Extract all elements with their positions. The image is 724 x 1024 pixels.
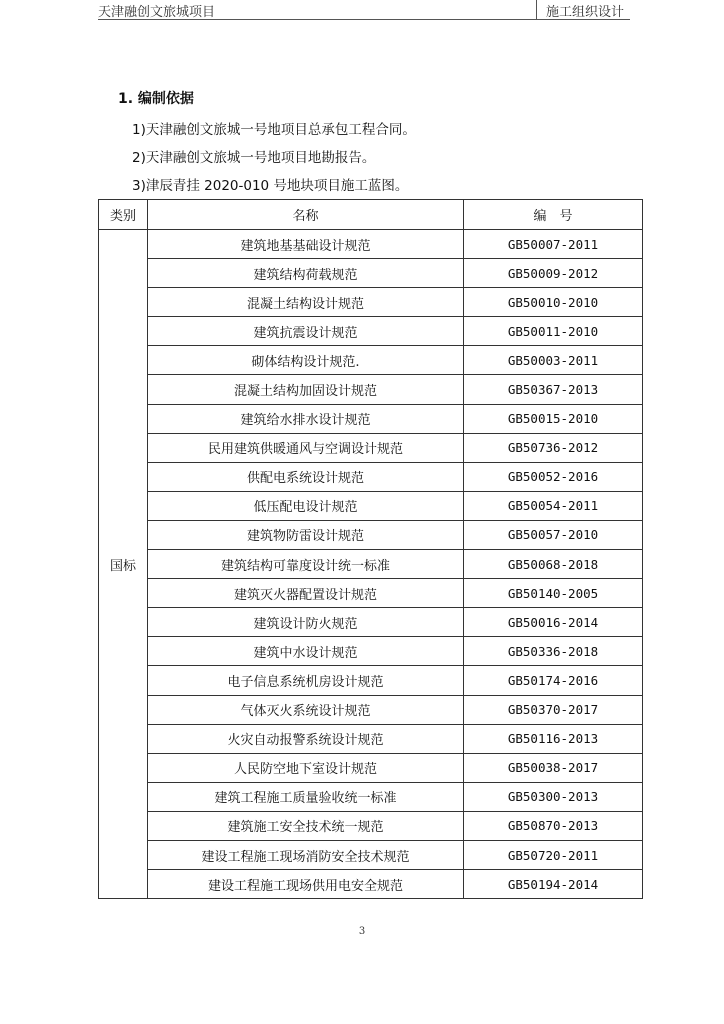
standard-name: 电子信息系统机房设计规范 <box>148 666 464 695</box>
page-number: 3 <box>358 926 366 937</box>
basis-item-1: 1)天津融创文旅城一号地项目总承包工程合同。 <box>132 122 416 138</box>
category-cell: 国标 <box>99 230 148 899</box>
basis-item-3: 3)津辰青挂 2020-010 号地块项目施工蓝图。 <box>132 178 409 194</box>
table-row <box>99 462 643 491</box>
standard-name: 建设工程施工现场消防安全技术规范 <box>148 840 464 869</box>
table-row <box>99 346 643 375</box>
table-row <box>99 230 643 259</box>
standard-code: GB50720-2011 <box>464 840 643 869</box>
standard-code: GB50870-2013 <box>464 811 643 840</box>
standard-code: GB50057-2010 <box>464 520 643 549</box>
standard-name: 建筑中水设计规范 <box>148 637 464 666</box>
table-row <box>99 288 643 317</box>
standard-name: 建筑工程施工质量验收统一标准 <box>148 782 464 811</box>
standard-name: 砌体结构设计规范. <box>148 346 464 375</box>
standard-name: 建筑给水排水设计规范 <box>148 404 464 433</box>
standard-code: GB50054-2011 <box>464 491 643 520</box>
standard-code: GB50015-2010 <box>464 404 643 433</box>
standard-name: 混凝土结构加固设计规范 <box>148 375 464 404</box>
standard-code: GB50736-2012 <box>464 433 643 462</box>
standard-code: GB50016-2014 <box>464 608 643 637</box>
table-row <box>99 404 643 433</box>
standard-code: GB50174-2016 <box>464 666 643 695</box>
standard-code: GB50052-2016 <box>464 462 643 491</box>
table-row <box>99 259 643 288</box>
standard-code: GB50140-2005 <box>464 579 643 608</box>
standard-name: 建筑施工安全技术统一规范 <box>148 811 464 840</box>
standard-code: GB50010-2010 <box>464 288 643 317</box>
table-row <box>99 637 643 666</box>
table-row <box>99 550 643 579</box>
table-row <box>99 608 643 637</box>
header-name: 名称 <box>148 200 464 230</box>
standard-code: GB50011-2010 <box>464 317 643 346</box>
standard-name: 建筑地基基础设计规范 <box>148 230 464 259</box>
table-row <box>99 666 643 695</box>
standard-name: 建筑物防雷设计规范 <box>148 520 464 549</box>
table-row <box>99 753 643 782</box>
table-row <box>99 724 643 753</box>
standard-name: 建筑抗震设计规范 <box>148 317 464 346</box>
standard-name: 供配电系统设计规范 <box>148 462 464 491</box>
table-row <box>99 433 643 462</box>
standard-code: GB50336-2018 <box>464 637 643 666</box>
standard-code: GB50300-2013 <box>464 782 643 811</box>
page-header-right: 施工组织设计 <box>545 5 624 20</box>
header-code: 编 号 <box>464 200 643 230</box>
standard-code: GB50038-2017 <box>464 753 643 782</box>
table-row <box>99 491 643 520</box>
table-row <box>99 579 643 608</box>
standard-name: 建筑设计防火规范 <box>148 608 464 637</box>
table-row <box>99 520 643 549</box>
section-title: 1. 编制依据 <box>118 91 194 107</box>
header-rule <box>98 19 630 20</box>
standard-code: GB50003-2011 <box>464 346 643 375</box>
standard-code: GB50009-2012 <box>464 259 643 288</box>
standard-name: 人民防空地下室设计规范 <box>148 753 464 782</box>
table-row <box>99 375 643 404</box>
standard-code: GB50007-2011 <box>464 230 643 259</box>
header-divider <box>536 0 537 19</box>
header-category: 类别 <box>99 200 148 230</box>
standard-name: 混凝土结构设计规范 <box>148 288 464 317</box>
table-row <box>99 840 643 869</box>
table-row <box>99 870 643 899</box>
standard-name: 建筑结构荷载规范 <box>148 259 464 288</box>
standard-name: 建设工程施工现场供用电安全规范 <box>148 870 464 899</box>
standard-code: GB50116-2013 <box>464 724 643 753</box>
page-header-left: 天津融创文旅城项目 <box>98 5 216 20</box>
table-header-row <box>99 200 643 230</box>
table-row <box>99 782 643 811</box>
basis-item-2: 2)天津融创文旅城一号地项目地勘报告。 <box>132 150 376 166</box>
standards-table <box>98 199 643 899</box>
standard-code: GB50068-2018 <box>464 550 643 579</box>
table-row <box>99 317 643 346</box>
standard-name: 建筑灭火器配置设计规范 <box>148 579 464 608</box>
standard-name: 低压配电设计规范 <box>148 491 464 520</box>
table-row <box>99 695 643 724</box>
standard-name: 气体灭火系统设计规范 <box>148 695 464 724</box>
standard-code: GB50194-2014 <box>464 870 643 899</box>
standard-name: 民用建筑供暖通风与空调设计规范 <box>148 433 464 462</box>
standard-name: 火灾自动报警系统设计规范 <box>148 724 464 753</box>
standard-code: GB50367-2013 <box>464 375 643 404</box>
table-row <box>99 811 643 840</box>
standard-name: 建筑结构可靠度设计统一标准 <box>148 550 464 579</box>
standard-code: GB50370-2017 <box>464 695 643 724</box>
